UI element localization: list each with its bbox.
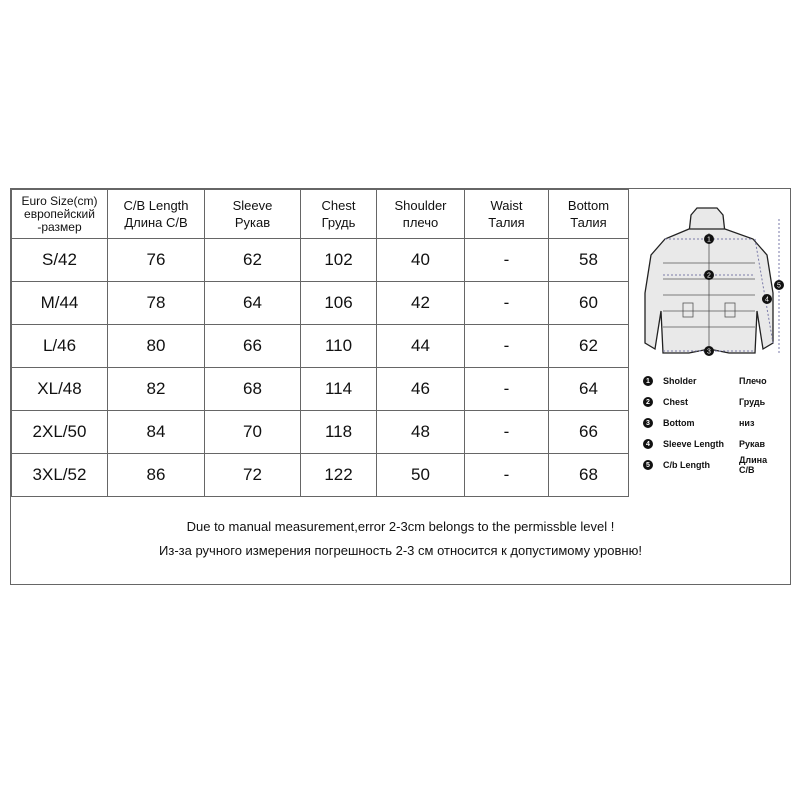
table-cell: 102 — [301, 239, 377, 282]
legend-label-en: Chest — [663, 397, 689, 407]
table-row — [12, 454, 629, 497]
header-line: европейский — [24, 206, 95, 221]
header-line: -размер — [37, 219, 82, 234]
table-cell: 40 — [377, 239, 465, 282]
table-cell: 72 — [205, 454, 301, 497]
table-cell: 3XL/52 — [12, 454, 108, 497]
legend-label-ru: Грудь — [739, 397, 766, 407]
table-cell: - — [465, 411, 549, 454]
table-cell: 42 — [377, 282, 465, 325]
marker-2: 2 — [707, 272, 711, 280]
legend-label-ru: Рукав — [739, 439, 766, 449]
legend-item — [629, 416, 779, 430]
header-line: Рукав — [234, 215, 271, 230]
marker-1: 1 — [707, 236, 711, 244]
header-line: C/B Length — [123, 198, 189, 213]
legend-item — [629, 455, 779, 475]
table-cell: 122 — [301, 454, 377, 497]
table-cell: 80 — [108, 325, 205, 368]
table-cell: 46 — [377, 368, 465, 411]
table-cell: 64 — [549, 368, 629, 411]
header-line: Euro Size(cm) — [21, 193, 98, 208]
header-euro-size — [12, 190, 108, 239]
table-cell: 110 — [301, 325, 377, 368]
table-cell: 62 — [549, 325, 629, 368]
header-shoulder — [377, 190, 465, 239]
legend-item — [629, 437, 779, 451]
table-row — [12, 325, 629, 368]
table-cell: 58 — [549, 239, 629, 282]
header-sleeve — [205, 190, 301, 239]
table-cell: 44 — [377, 325, 465, 368]
header-row — [12, 190, 629, 239]
table-cell: - — [465, 239, 549, 282]
size-table — [11, 189, 629, 497]
legend-item — [629, 374, 779, 388]
table-cell: 70 — [205, 411, 301, 454]
table-cell: 62 — [205, 239, 301, 282]
table-cell: 82 — [108, 368, 205, 411]
table-row — [12, 239, 629, 282]
legend-number: 3 — [643, 418, 653, 428]
note-english: Due to manual measurement,error 2-3cm belongs to the permissble level ! — [186, 519, 615, 534]
table-cell: 64 — [205, 282, 301, 325]
table-cell: - — [465, 325, 549, 368]
table-row — [12, 368, 629, 411]
legend-number: 4 — [643, 439, 653, 449]
table-cell: 50 — [377, 454, 465, 497]
legend-label-en: C/b Length — [663, 460, 710, 470]
legend-label-ru: Плечо — [739, 376, 767, 386]
header-line: Длина C/B — [124, 215, 188, 230]
table-cell: 76 — [108, 239, 205, 282]
table-cell: M/44 — [12, 282, 108, 325]
note-russian: Из-за ручного измерения погрешность 2-3 см относится к допустимому уровню! — [159, 543, 642, 558]
header-cb-length — [108, 190, 205, 239]
legend-label-ru: Длина C/B — [739, 455, 768, 475]
table-cell: XL/48 — [12, 368, 108, 411]
table-cell: - — [465, 454, 549, 497]
legend-number: 5 — [643, 460, 653, 470]
table-cell: 84 — [108, 411, 205, 454]
table-row — [12, 282, 629, 325]
header-bottom — [549, 190, 629, 239]
header-line: Талия — [488, 215, 525, 230]
table-cell: 60 — [549, 282, 629, 325]
header-waist — [465, 190, 549, 239]
measurement-note — [11, 519, 790, 558]
table-cell: 106 — [301, 282, 377, 325]
table-cell: L/46 — [12, 325, 108, 368]
header-line: Талия — [570, 215, 607, 230]
legend-item — [629, 395, 779, 409]
table-cell: 118 — [301, 411, 377, 454]
table-cell: - — [465, 282, 549, 325]
table-cell: 48 — [377, 411, 465, 454]
legend-label-ru: низ — [739, 418, 755, 428]
marker-3: 3 — [707, 348, 711, 356]
header-line: Sleeve — [232, 198, 273, 213]
marker-4: 4 — [765, 296, 769, 304]
table-cell: 66 — [549, 411, 629, 454]
header-line: Waist — [490, 198, 523, 213]
table-cell: S/42 — [12, 239, 108, 282]
jacket-measurement-icon — [629, 203, 789, 373]
legend-label-en: Bottom — [663, 418, 695, 428]
legend-number: 2 — [643, 397, 653, 407]
table-cell: 68 — [205, 368, 301, 411]
header-line: Shoulder — [394, 198, 447, 213]
header-line: Bottom — [567, 198, 610, 213]
table-cell: 2XL/50 — [12, 411, 108, 454]
table-cell: 86 — [108, 454, 205, 497]
table-cell: 68 — [549, 454, 629, 497]
header-line: Грудь — [321, 215, 356, 230]
legend-label-en: Sleeve Length — [663, 439, 725, 449]
table-cell: 78 — [108, 282, 205, 325]
table-cell: - — [465, 368, 549, 411]
legend-label-en: Sholder — [663, 376, 697, 386]
marker-5: 5 — [777, 282, 781, 290]
header-chest — [301, 190, 377, 239]
header-line: Chest — [321, 198, 356, 213]
table-cell: 66 — [205, 325, 301, 368]
header-line: плечо — [402, 215, 439, 230]
table-row — [12, 411, 629, 454]
legend-number: 1 — [643, 376, 653, 386]
table-cell: 114 — [301, 368, 377, 411]
